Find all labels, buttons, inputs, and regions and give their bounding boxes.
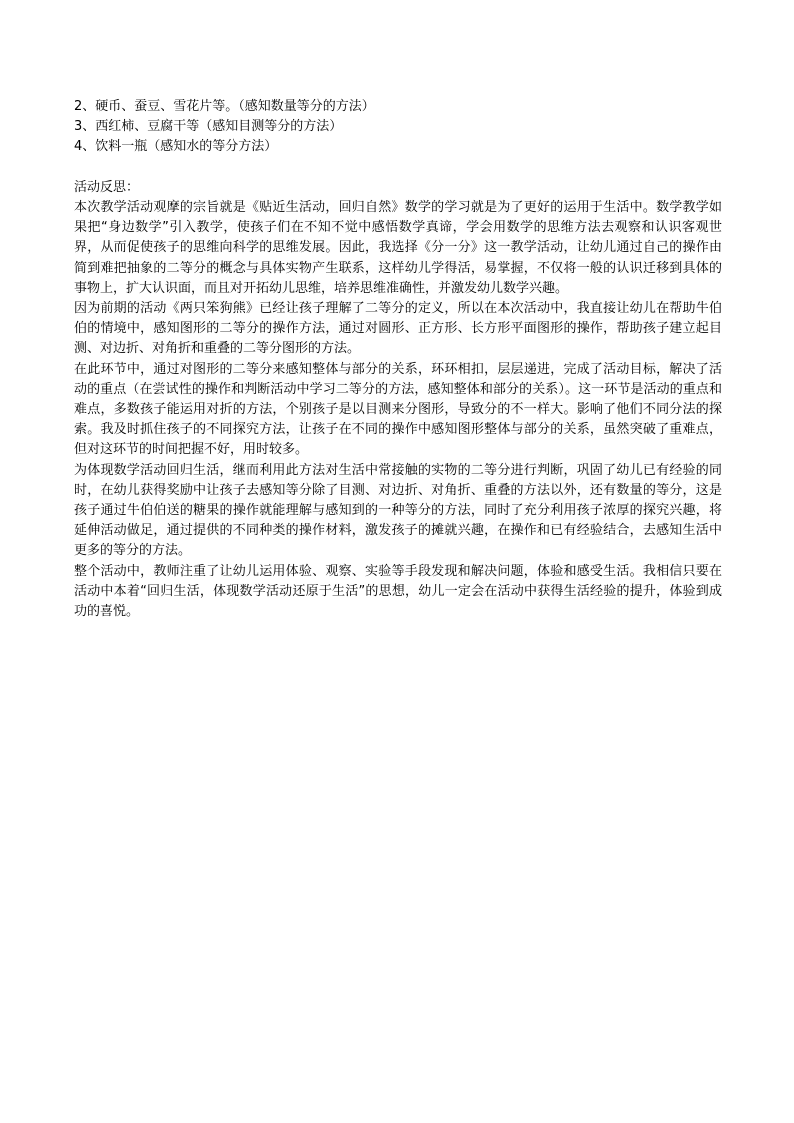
document-body [74,97,722,622]
reflection-heading: 活动反思： [74,179,140,195]
reflection-paragraph-4: 为体现数学活动回归生活，继而利用此方法对生活中常接触的实物的二等分进行判断，巩固了幼儿已有经验的同时，在幼儿获得奖励中让孩子去感知等分除了目测、对边折、对角折、重叠的方法以外，还有数量的等分，这是孩子通过牛伯伯送的糖果的操作就能理解与感知到的一种等分的方法，同时了充分利用孩子浓厚的探究兴趣，将延伸活动做足，通过提供的不同种类的操作材料，激发孩子的摊就兴趣，在操作和已有经验结合，去感知生活中更多的等分的方法。 [74,462,722,559]
material-item-3: 3、西红柿、豆腐干等（感知目测等分的方法） [74,119,343,135]
reflection-paragraph-5: 整个活动中，教师注重了让幼儿运用体验、观察、实验等手段发现和解决问题，体验和感受生活。我相信只要在活动中本着“回归生活，体现数学活动还原于生活”的思想，幼儿一定会在活动中获得生活经验的提升，体验到成功的喜悦。 [74,563,722,620]
spacer [74,158,722,178]
material-item-4: 4、饮料一瓶（感知水的等分方法） [74,139,278,155]
material-item-2: 2、硬币、蚕豆、雪花片等。（感知数量等分的方法） [74,99,375,114]
reflection-paragraph-3: 在此环节中，通过对图形的二等分来感知整体与部分的关系，环环相扣，层层递进，完成了活动目标，解决了活动的重点（在尝试性的操作和判断活动中学习二等分的方法，感知整体和部分的关系）。这一环节是活动的重点和难点，多数孩子能运用对折的方法，个别孩子是以目测来分图形，导致分的不一样大。影响了他们不同分法的探索。我及时抓住孩子的不同探究方法，让孩子在不同的操作中感知图形整体与部分的关系，虽然突破了重难点，但对这环节的时间把握不好，用时较多。 [74,361,722,458]
reflection-paragraph-1: 本次教学活动观摩的宗旨就是《贴近生活动，回归自然》数学的学习就是为了更好的运用于生活中。数学教学如果把“身边数学”引入教学，使孩子们在不知不觉中感悟数学真谛，学会用数学的思维方法去观察和认识客观世界，从而促使孩子的思维向科学的思维发展。因此，我选择《分一分》这一教学活动，让幼儿通过自己的操作由简到难把抽象的二等分的概念与具体实物产生联系，这样幼儿学得活，易掌握，不仅将一般的认识迁移到具体的事物上，扩大认识面，而且对开拓幼儿思维，培养思维准确性，并激发幼儿数学兴趣。 [74,200,722,296]
reflection-paragraph-2: 因为前期的活动《两只笨狗熊》已经让孩子理解了二等分的定义，所以在本次活动中，我直接让幼儿在帮助牛伯伯的情境中，感知图形的二等分的操作方法，通过对圆形、正方形、长方形平面图形的操作，帮助孩子建立起目测、对边折、对角折和重叠的二等分图形的方法。 [74,301,722,357]
